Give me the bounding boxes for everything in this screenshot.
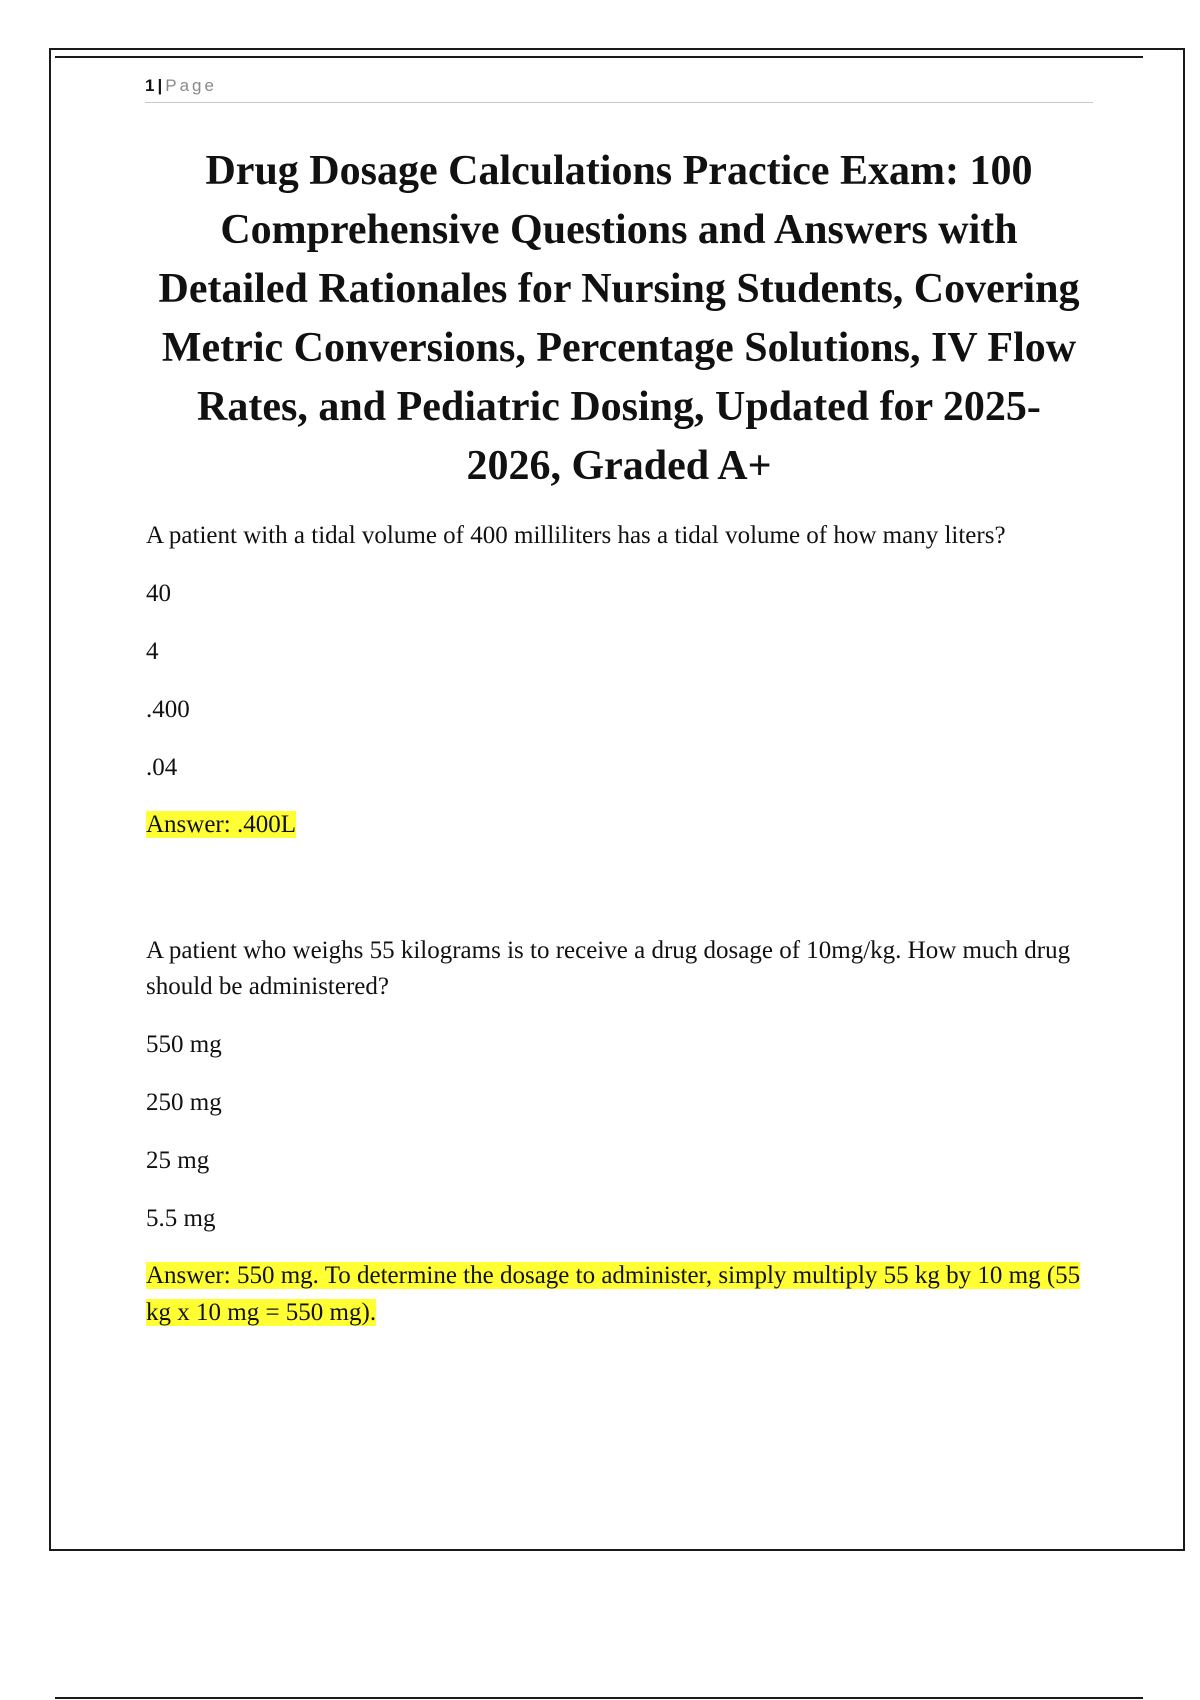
option-3: 25 mg: [146, 1147, 210, 1174]
bottom-rule: [55, 1697, 1143, 1699]
page-number: 1: [145, 76, 155, 95]
question-1: [146, 518, 1094, 843]
document-title: Drug Dosage Calculations Practice Exam: 100 Comprehensive Questions and Answers with Detailed Rationales for Nursing Students, Covering Metric Conversions, Percentage Solutions, IV Flow Rates, and Pediatric Dosing, Updated for 2025-2026, Graded A+: [158, 148, 1080, 489]
question-2: [146, 933, 1094, 1331]
option-2: 250 mg: [146, 1089, 222, 1116]
page-separator: |: [157, 76, 163, 95]
option-2: 4: [146, 638, 159, 665]
answer-options: [146, 1027, 1094, 1237]
page-label: Page: [165, 76, 217, 95]
answer-block: [146, 806, 1094, 843]
question-text: A patient with a tidal volume of 400 milliliters has a tidal volume of how many liters?: [146, 522, 1006, 549]
answer-text: Answer: 550 mg. To determine the dosage to administer, simply multiply 55 kg by 10 mg (55 kg x 10 mg = 550 mg).: [146, 1262, 1081, 1326]
option-4: .04: [146, 754, 178, 781]
page-header: [145, 74, 1093, 103]
answer-options: [146, 576, 1094, 786]
answer-block: [146, 1257, 1094, 1331]
question-text: A patient who weighs 55 kilograms is to receive a drug dosage of 10mg/kg. How much drug should be administered?: [146, 937, 1071, 1000]
document-body: [146, 518, 1094, 1331]
option-1: 40: [146, 580, 171, 607]
option-1: 550 mg: [146, 1031, 222, 1058]
option-3: .400: [146, 696, 190, 723]
answer-text: Answer: .400L: [146, 811, 296, 838]
option-4: 5.5 mg: [146, 1205, 216, 1232]
